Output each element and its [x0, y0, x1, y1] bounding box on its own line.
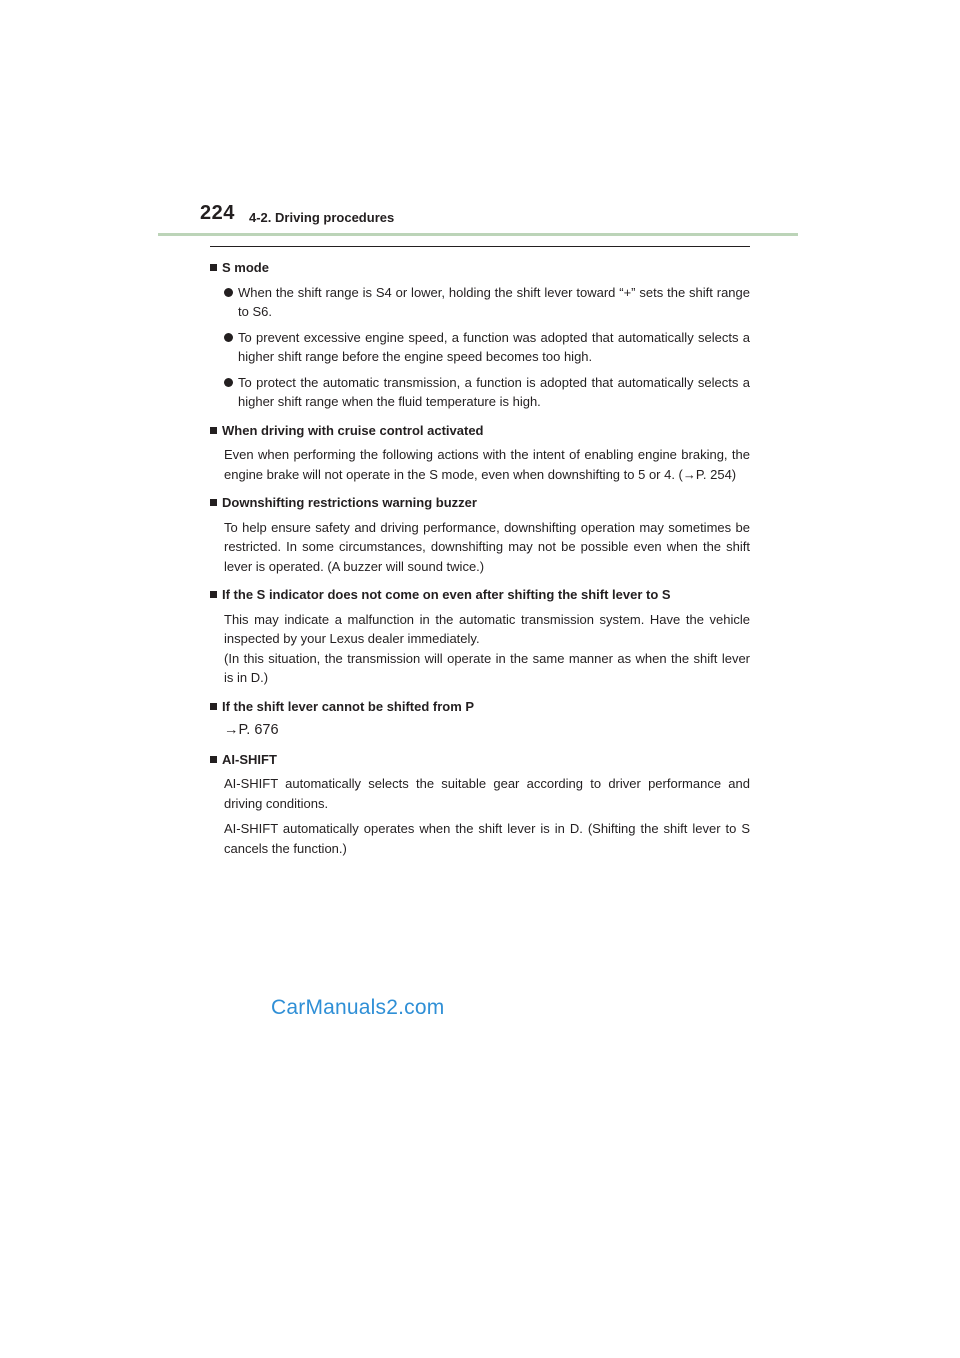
- page-number: 224: [200, 202, 235, 224]
- section-title: 4-2. Driving procedures: [249, 210, 395, 225]
- paragraph: To help ensure safety and driving performance, downshifting operation may sometimes be restricted. In some circumstances, downshifting may not be possible even when the shift lever is operated. (A buzzer will sound twice.): [224, 519, 750, 574]
- heading-text: Downshifting restrictions warning buzzer: [222, 495, 477, 510]
- heading-ai-shift: [210, 750, 750, 770]
- heading-warning-buzzer: [210, 493, 750, 513]
- content-rule: [210, 246, 750, 247]
- square-bullet-icon: [210, 703, 217, 710]
- page-reference: →P. 676: [224, 722, 279, 738]
- list-item: [224, 328, 750, 367]
- heading-text: If the shift lever cannot be shifted from P: [222, 698, 475, 714]
- square-bullet-icon: [210, 591, 217, 598]
- square-bullet-icon: [210, 756, 217, 763]
- circle-bullet-icon: [224, 333, 233, 342]
- heading-s-mode: [210, 258, 750, 278]
- list-item-text: To prevent excessive engine speed, a function was adopted that automatically selects a higher shift range before the engine speed becomes too high.: [238, 329, 750, 364]
- paragraph: AI-SHIFT automatically operates when the shift lever is in D. (Shifting the shift lever to S cancels the function.): [224, 821, 750, 856]
- circle-bullet-icon: [224, 288, 233, 297]
- circle-bullet-icon: [224, 378, 233, 387]
- list-item: [224, 283, 750, 322]
- paragraph: This may indicate a malfunction in the automatic transmission system. Have the vehicle inspected by your Lexus dealer immediately.: [224, 611, 750, 646]
- heading-text: S mode: [222, 260, 269, 275]
- watermark-link[interactable]: CarManuals2.com: [271, 996, 445, 1019]
- list-item-text: When the shift range is S4 or lower, holding the shift lever toward “+” sets the shift range to S6.: [238, 284, 750, 319]
- header-rule: [158, 233, 798, 236]
- heading-shift-from-p: [210, 697, 750, 717]
- square-bullet-icon: [210, 499, 217, 506]
- paragraph: Even when performing the following actions with the intent of enabling engine braking, the engine brake will not operate in the S mode, even when downshifting to 5 or 4. (→P. 254): [224, 447, 750, 482]
- heading-text: AI-SHIFT: [222, 751, 277, 767]
- list-item: [224, 373, 750, 412]
- list-item-text: To protect the automatic transmission, a function is adopted that automatically selects a higher shift range when the fluid temperature is high.: [238, 374, 750, 409]
- square-bullet-icon: [210, 427, 217, 434]
- square-bullet-icon: [210, 264, 217, 271]
- paragraph: (In this situation, the transmission will operate in the same manner as when the shift lever is in D.): [224, 650, 750, 685]
- heading-text: If the S indicator does not come on even after shifting the shift lever to S: [222, 587, 671, 602]
- heading-text: When driving with cruise control activated: [222, 422, 484, 438]
- heading-cruise-control: [210, 421, 750, 441]
- paragraph: AI-SHIFT automatically selects the suitable gear according to driver performance and driving conditions.: [224, 776, 750, 811]
- heading-s-indicator: [210, 585, 750, 605]
- content: [210, 258, 750, 864]
